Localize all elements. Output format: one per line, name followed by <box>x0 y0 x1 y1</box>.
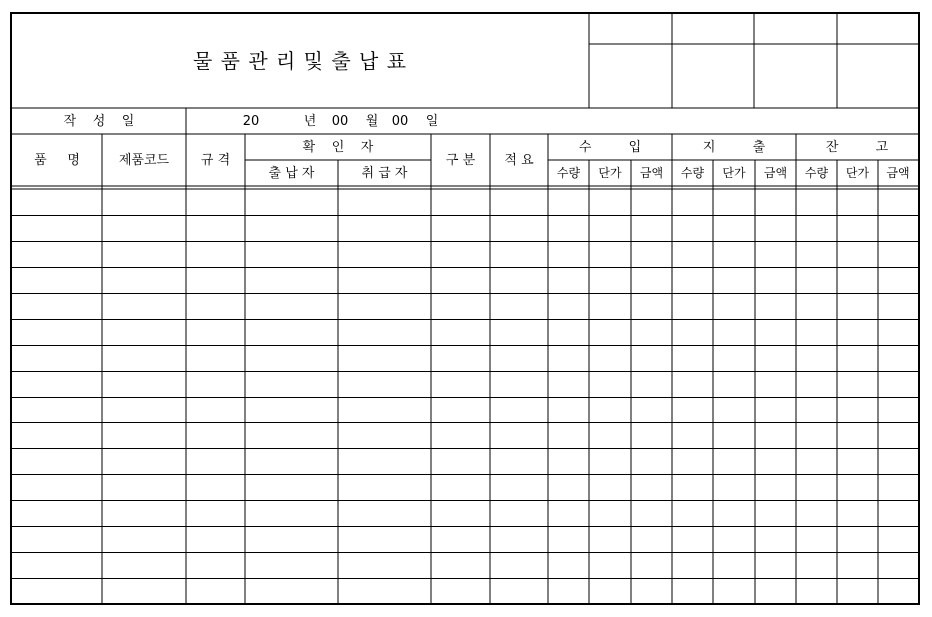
receipt-quantity-header: 수량 <box>556 166 581 180</box>
header-item-name: 품 명 <box>34 152 80 168</box>
balance-unit-price-header: 단가 <box>845 166 870 180</box>
header-category: 구 분 <box>445 152 476 168</box>
date-day-value: 00 <box>391 113 409 129</box>
expenditure-unit-price-header: 단가 <box>722 166 746 180</box>
date-month-unit: 월 <box>365 113 379 129</box>
header-receipt: 수 입 <box>578 139 642 155</box>
header-dispatcher: 출 납 자 <box>268 165 315 181</box>
date-month-value: 00 <box>331 113 349 129</box>
header-remarks: 적 요 <box>504 152 534 168</box>
header-confirmer: 확 인 자 <box>302 139 374 155</box>
form-title: 물 품 관 리 및 출 납 표 <box>192 49 408 73</box>
date-label: 작 성 일 <box>63 113 135 129</box>
date-year-prefix: 20 <box>242 113 260 129</box>
header-product-code: 제품코드 <box>118 152 170 168</box>
balance-quantity-header: 수량 <box>804 166 829 180</box>
expenditure-quantity-header: 수량 <box>680 166 705 180</box>
header-spec: 규 격 <box>200 152 231 168</box>
header-handler: 취 급 자 <box>361 165 408 181</box>
receipt-unit-price-header: 단가 <box>598 166 622 180</box>
balance-amount-header: 금액 <box>886 166 910 180</box>
receipt-amount-header: 금액 <box>639 166 664 180</box>
date-year-unit: 년 <box>303 113 317 129</box>
expenditure-amount-header: 금액 <box>763 166 788 180</box>
header-balance: 잔 고 <box>825 139 889 155</box>
header-expenditure: 지 출 <box>702 139 766 155</box>
date-day-unit: 일 <box>425 113 439 129</box>
